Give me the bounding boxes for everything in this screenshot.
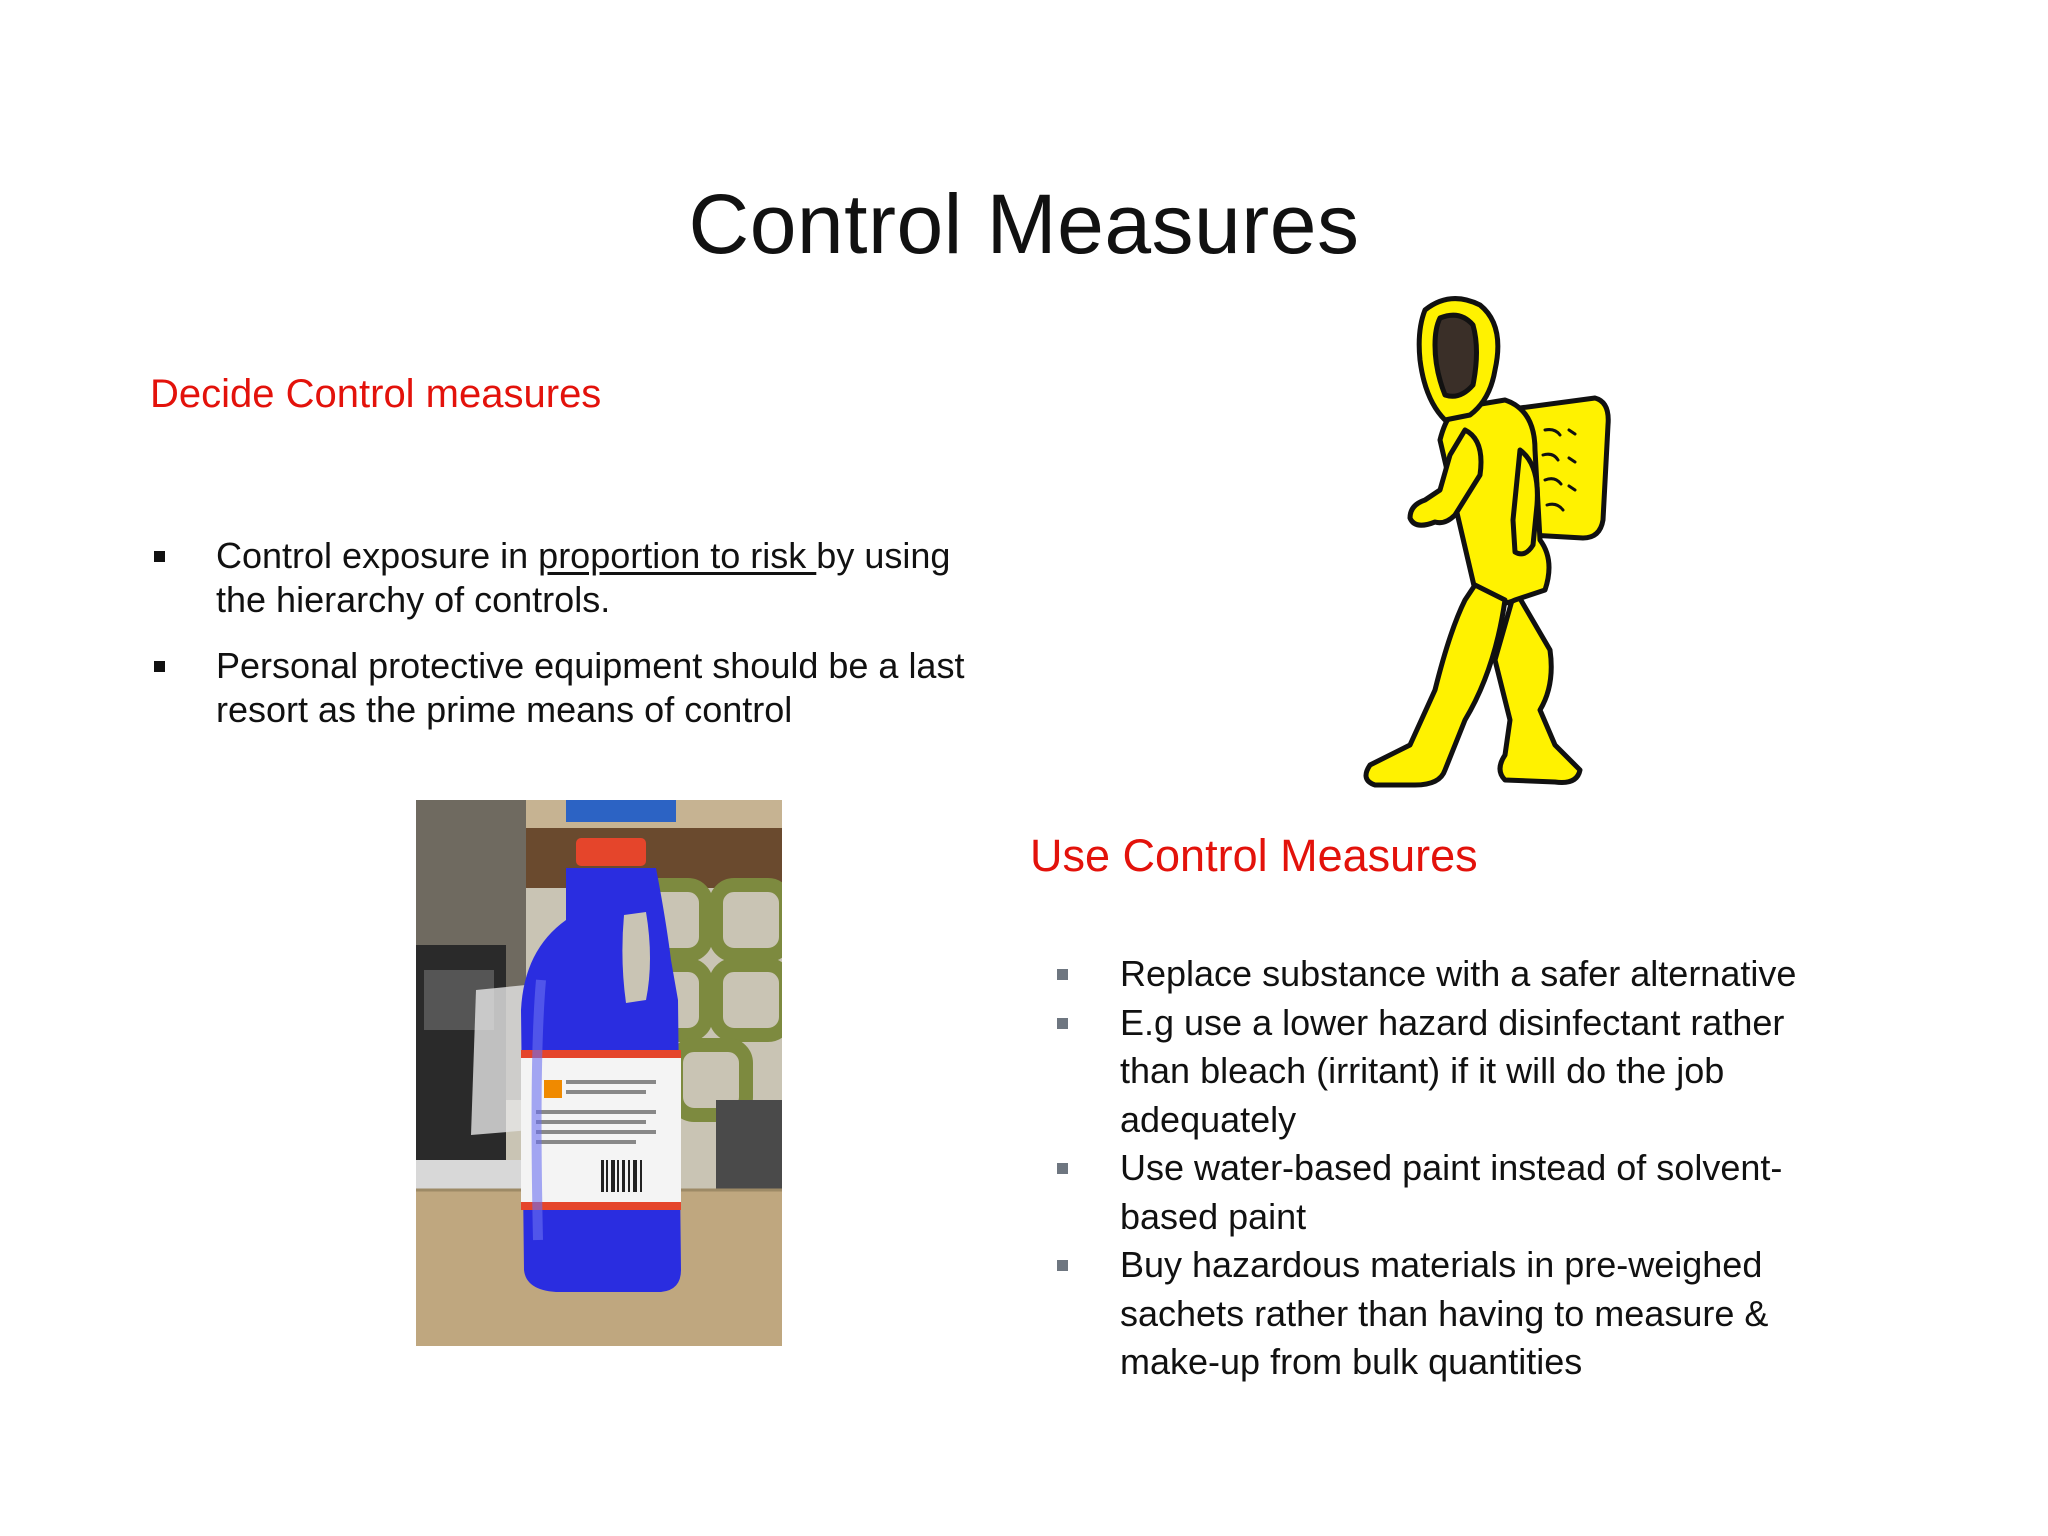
bullet-text: Control exposure in: [216, 535, 539, 576]
list-item: [150, 644, 1010, 732]
underlined-phrase: proportion to risk: [538, 535, 817, 576]
square-bullet-icon: [1057, 1018, 1068, 1029]
square-bullet-icon: [1057, 1260, 1068, 1271]
use-control-list: [1055, 950, 1835, 1387]
square-bullet-icon: [154, 551, 165, 562]
bleach-bottle-photo: [416, 800, 782, 1346]
square-bullet-icon: [1057, 1163, 1068, 1174]
bullet-text: Use water-based paint instead of solvent-based paint: [1120, 1147, 1783, 1237]
hazmat-suit-figure: [1355, 290, 1625, 800]
use-control-heading: Use Control Measures: [1030, 830, 1478, 881]
bullet-text: Replace substance with a safer alternative: [1120, 953, 1797, 994]
list-item: [150, 534, 1010, 622]
slide-title: Control Measures: [688, 177, 1360, 271]
list-item: [1055, 950, 1835, 999]
square-bullet-icon: [1057, 969, 1068, 980]
bullet-text: Buy hazardous materials in pre-weighed sachets rather than having to measure & make-up from bulk quantities: [1120, 1244, 1769, 1382]
list-item: [1055, 1241, 1835, 1387]
bullet-text: E.g use a lower hazard disinfectant rather than bleach (irritant) if it will do the job adequately: [1120, 1001, 1785, 1140]
list-item: [1055, 1144, 1835, 1241]
decide-control-heading: Decide Control measures: [150, 372, 602, 416]
list-item: [1055, 999, 1835, 1145]
bullet-text: Personal protective equipment should be a last resort as the prime means of control: [216, 645, 965, 730]
decide-control-list: [150, 534, 1010, 754]
square-bullet-icon: [154, 661, 165, 672]
bullet-text: by using the hierarchy of controls.: [216, 535, 951, 620]
